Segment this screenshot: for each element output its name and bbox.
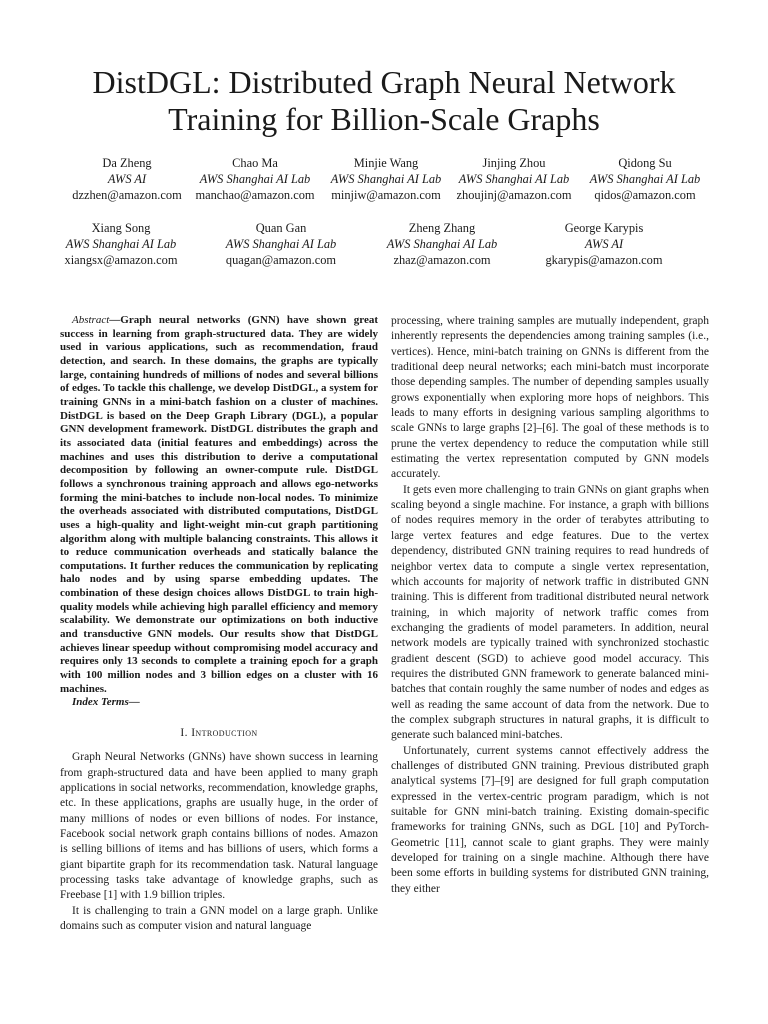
paragraph: It gets even more challenging to train GNNs on giant graphs when scaling beyond a single machine. For instance, a graph with billions of nodes requires memory in the order of terabytes attributing to large vertex features and edge features. Due to the vertex dependency, distributed GNN training requires to read hundreds of neighbor vertex data to compute a single vertex representation, which accounts for majority of network traffic in distributed GNN training. This is different from traditional distributed neural network training, in which majority of network traffic comes from exchanging the gradients of model parameters. In addition, neural network models are typically trained with synchronized stochastic gradient descent (SGD) to achieve good model accuracy. This requires the distributed GNN framework to generate balanced mini-batches that contain roughly the same number of nodes and edges as well as reading the same account of data from the network. Due to the complex subgraph structures in natural graphs, it is difficult to generate such balanced mini-batches. xyxy=(391,483,709,742)
author-affiliation: AWS Shanghai AI Lab xyxy=(65,237,177,251)
author-email: zhaz@amazon.com xyxy=(393,253,491,267)
section-title: Introduction xyxy=(191,727,258,740)
author-name: Xiang Song xyxy=(91,221,151,235)
author-affiliation: AWS Shanghai AI Lab xyxy=(225,237,337,251)
author-name: Minjie Wang xyxy=(353,156,419,170)
paper-title-line-1: DistDGL: Distributed Graph Neural Network xyxy=(92,64,676,100)
index-terms: Index Terms— xyxy=(72,696,140,709)
section-number: I. xyxy=(180,727,188,740)
author-block xyxy=(331,155,441,203)
author-name: Chao Ma xyxy=(232,156,278,170)
author-block xyxy=(195,155,314,203)
author-affiliation: AWS Shanghai AI Lab xyxy=(330,172,442,186)
right-column xyxy=(391,314,709,897)
author-email: quagan@amazon.com xyxy=(225,253,337,267)
author-name: Zheng Zhang xyxy=(408,221,476,235)
paper-title xyxy=(60,64,708,138)
author-block xyxy=(387,220,497,268)
paper-title-line-2: Training for Billion-Scale Graphs xyxy=(168,101,600,137)
author-email: zhoujinj@amazon.com xyxy=(456,188,572,202)
author-name: Quan Gan xyxy=(255,221,307,235)
author-name: Da Zheng xyxy=(102,156,152,170)
author-block xyxy=(545,220,662,268)
paragraph: It is challenging to train a GNN model on a large graph. Unlike domains such as computer vision and natural language xyxy=(60,904,378,933)
author-affiliation: AWS Shanghai AI Lab xyxy=(199,172,311,186)
author-affiliation: AWS AI xyxy=(107,172,147,186)
section-heading xyxy=(60,726,378,741)
paragraph: Graph Neural Networks (GNNs) have shown success in learning from graph-structured data and have been applied to many graph applications in social networks, recommendation, knowledge graphs, etc. In these applications, graphs are usually huge, in the order of many millions of nodes or even billions of nodes. For instance, Facebook social network graph contains billions of nodes. Amazon is selling billions of items and has billions of users, which forms a giant bipartite graph for its recommendation task. Natural language processing tasks take advantage of knowledge graphs, such as Freebase [1] with 1.9 billion triples. xyxy=(60,751,378,902)
author-email: manchao@amazon.com xyxy=(195,188,315,202)
author-affiliation: AWS Shanghai AI Lab xyxy=(589,172,701,186)
abstract xyxy=(60,314,378,696)
author-block xyxy=(457,155,572,203)
author-affiliation: AWS Shanghai AI Lab xyxy=(458,172,570,186)
abstract-dash: — xyxy=(109,314,121,326)
author-block xyxy=(226,220,336,268)
left-column xyxy=(60,314,378,935)
author-affiliation: AWS AI xyxy=(584,237,624,251)
author-block xyxy=(590,155,700,203)
author-name: George Karypis xyxy=(564,221,644,235)
abstract-text: Graph neural networks (GNN) have shown great success in learning from graph-structured data. They are widely used in various applications, such as recommendation, fraud detection, and search. In these domains, the graphs are typically large, containing hundreds of millions of nodes and several billions of edges. To tackle this challenge, we develop DistDGL, a system for training GNNs in a mini-batch fashion on a cluster of machines. DistDGL is based on the Deep Graph Library (DGL), a popular GNN development framework. DistDGL distributes the graph and its associated data (initial features and embeddings) across the machines and uses this distribution to derive a computational decomposition by following an owner-compute rule. DistDGL follows a synchronous training approach and allows ego-networks forming the mini-batches to include non-local nodes. To minimize the overheads associated with distributed computations, DistDGL uses a high-quality and light-weight min-cut graph partitioning algorithm along with multiple balancing constraints. This allows it to reduce communication overheads and statically balance the computations. It further reduces the communication by replicating halo nodes and by using sparse embedding updates. The combination of these design choices allows DistDGL to train high-quality models while achieving high parallel efficiency and memory scalability. We demonstrate our optimizations on both inductive and transductive GNN models. Our results show that DistDGL achieves linear speedup without compromising model accuracy and requires only 13 seconds to complete a training epoch for a graph with 100 million nodes and 3 billion edges on a cluster with 16 machines. xyxy=(60,314,378,695)
author-affiliation: AWS Shanghai AI Lab xyxy=(386,237,498,251)
paragraph: Unfortunately, current systems cannot effectively address the challenges of distributed GNN training. Previous distributed graph analytical systems [7]–[9] are designed for full graph computation expressed in the vertex-centric program paradigm, which is not suitable for GNN mini-batch training. Existing domain-specific frameworks for training GNNs, such as DGL [10] and PyTorch-Geometric [11], cannot scale to giant graphs. They were mainly developed for training on a single machine. Although there have been some efforts in building systems for distributed GNN training, they either xyxy=(391,744,709,895)
author-block xyxy=(72,155,181,203)
author-block xyxy=(65,220,178,268)
author-name: Jinjing Zhou xyxy=(482,156,546,170)
abstract-lead: Abstract xyxy=(72,314,110,326)
author-email: gkarypis@amazon.com xyxy=(545,253,663,267)
author-email: dzzhen@amazon.com xyxy=(72,188,182,202)
author-email: xiangsx@amazon.com xyxy=(64,253,178,267)
author-email: minjiw@amazon.com xyxy=(331,188,441,202)
author-name: Qidong Su xyxy=(618,156,672,170)
author-email: qidos@amazon.com xyxy=(594,188,696,202)
paragraph: processing, where training samples are mutually independent, graph inherently represents the dependencies among training samples (i.e., vertices). Hence, mini-batch training on GNNs is different from the traditional deep neural networks; each mini-batch must incorporate those depending samples. The number of depending samples usually grows exponentially when exploring more hops of neighbors. This leads to many efforts in designing various sampling algorithms to scale GNNs to large graphs [2]–[6]. The goal of these methods is to prune the vertex dependency to reduce the computation while still estimating the vertex representation computed by GNN models accurately. xyxy=(391,315,709,481)
